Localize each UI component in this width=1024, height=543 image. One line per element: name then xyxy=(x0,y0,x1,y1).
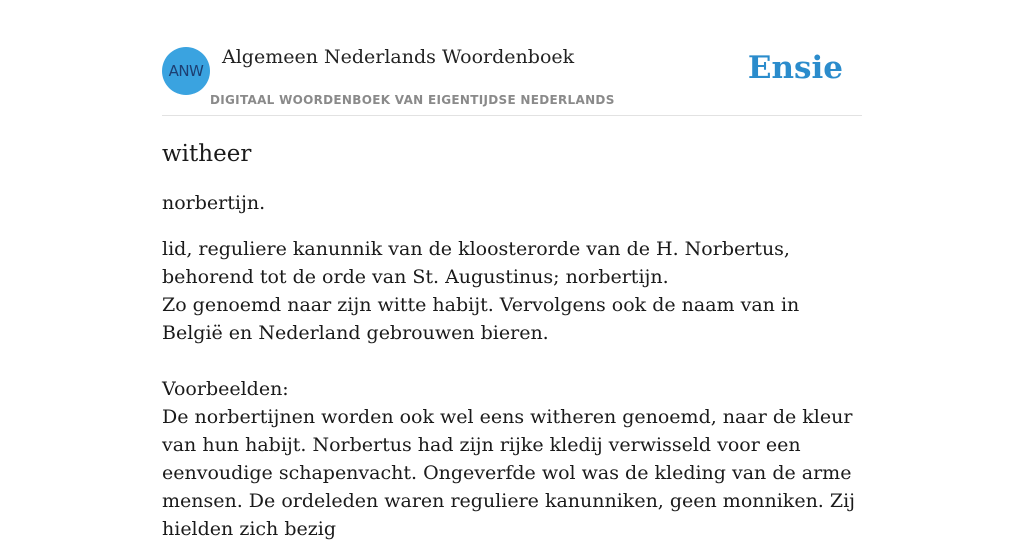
entry-content xyxy=(162,139,862,543)
page xyxy=(162,0,862,543)
definition-note: Zo genoemd naar zijn witte habijt. Vervolgens ook de naam van in België en Nederland gebrouwen bieren. xyxy=(162,294,800,344)
entry-summary: norbertijn. xyxy=(162,192,266,214)
paragraph-gap xyxy=(162,347,862,375)
site-subtitle: DIGITAAL WOORDENBOEK VAN EIGENTIJDSE NEDERLANDS xyxy=(210,93,615,107)
entry-headword: witheer xyxy=(162,141,252,167)
definition-text: lid, reguliere kanunnik van de kloosterorde van de H. Norbertus, behorend tot de orde van St. Augustinus; norbertijn. xyxy=(162,238,790,288)
examples-label: Voorbeelden: xyxy=(162,378,289,400)
site-header xyxy=(162,46,862,116)
example-text: De norbertijnen worden ook wel eens witheren genoemd, naar de kleur van hun habijt. Norbertus had zijn rijke kledij verwisseld voor een eenvoudige schapenvacht. Ongeverfde wol was de kleding van de arme mensen. De ordeleden waren reguliere kanunniken, geen monniken. Zij hielden zich bezig xyxy=(162,406,856,540)
logo-text: ANW xyxy=(168,62,204,80)
ensie-brand-logo[interactable]: Ensie xyxy=(747,50,843,86)
anw-logo[interactable] xyxy=(162,47,210,95)
site-title[interactable]: Algemeen Nederlands Woordenboek xyxy=(222,46,575,68)
entry-definition xyxy=(162,235,862,543)
